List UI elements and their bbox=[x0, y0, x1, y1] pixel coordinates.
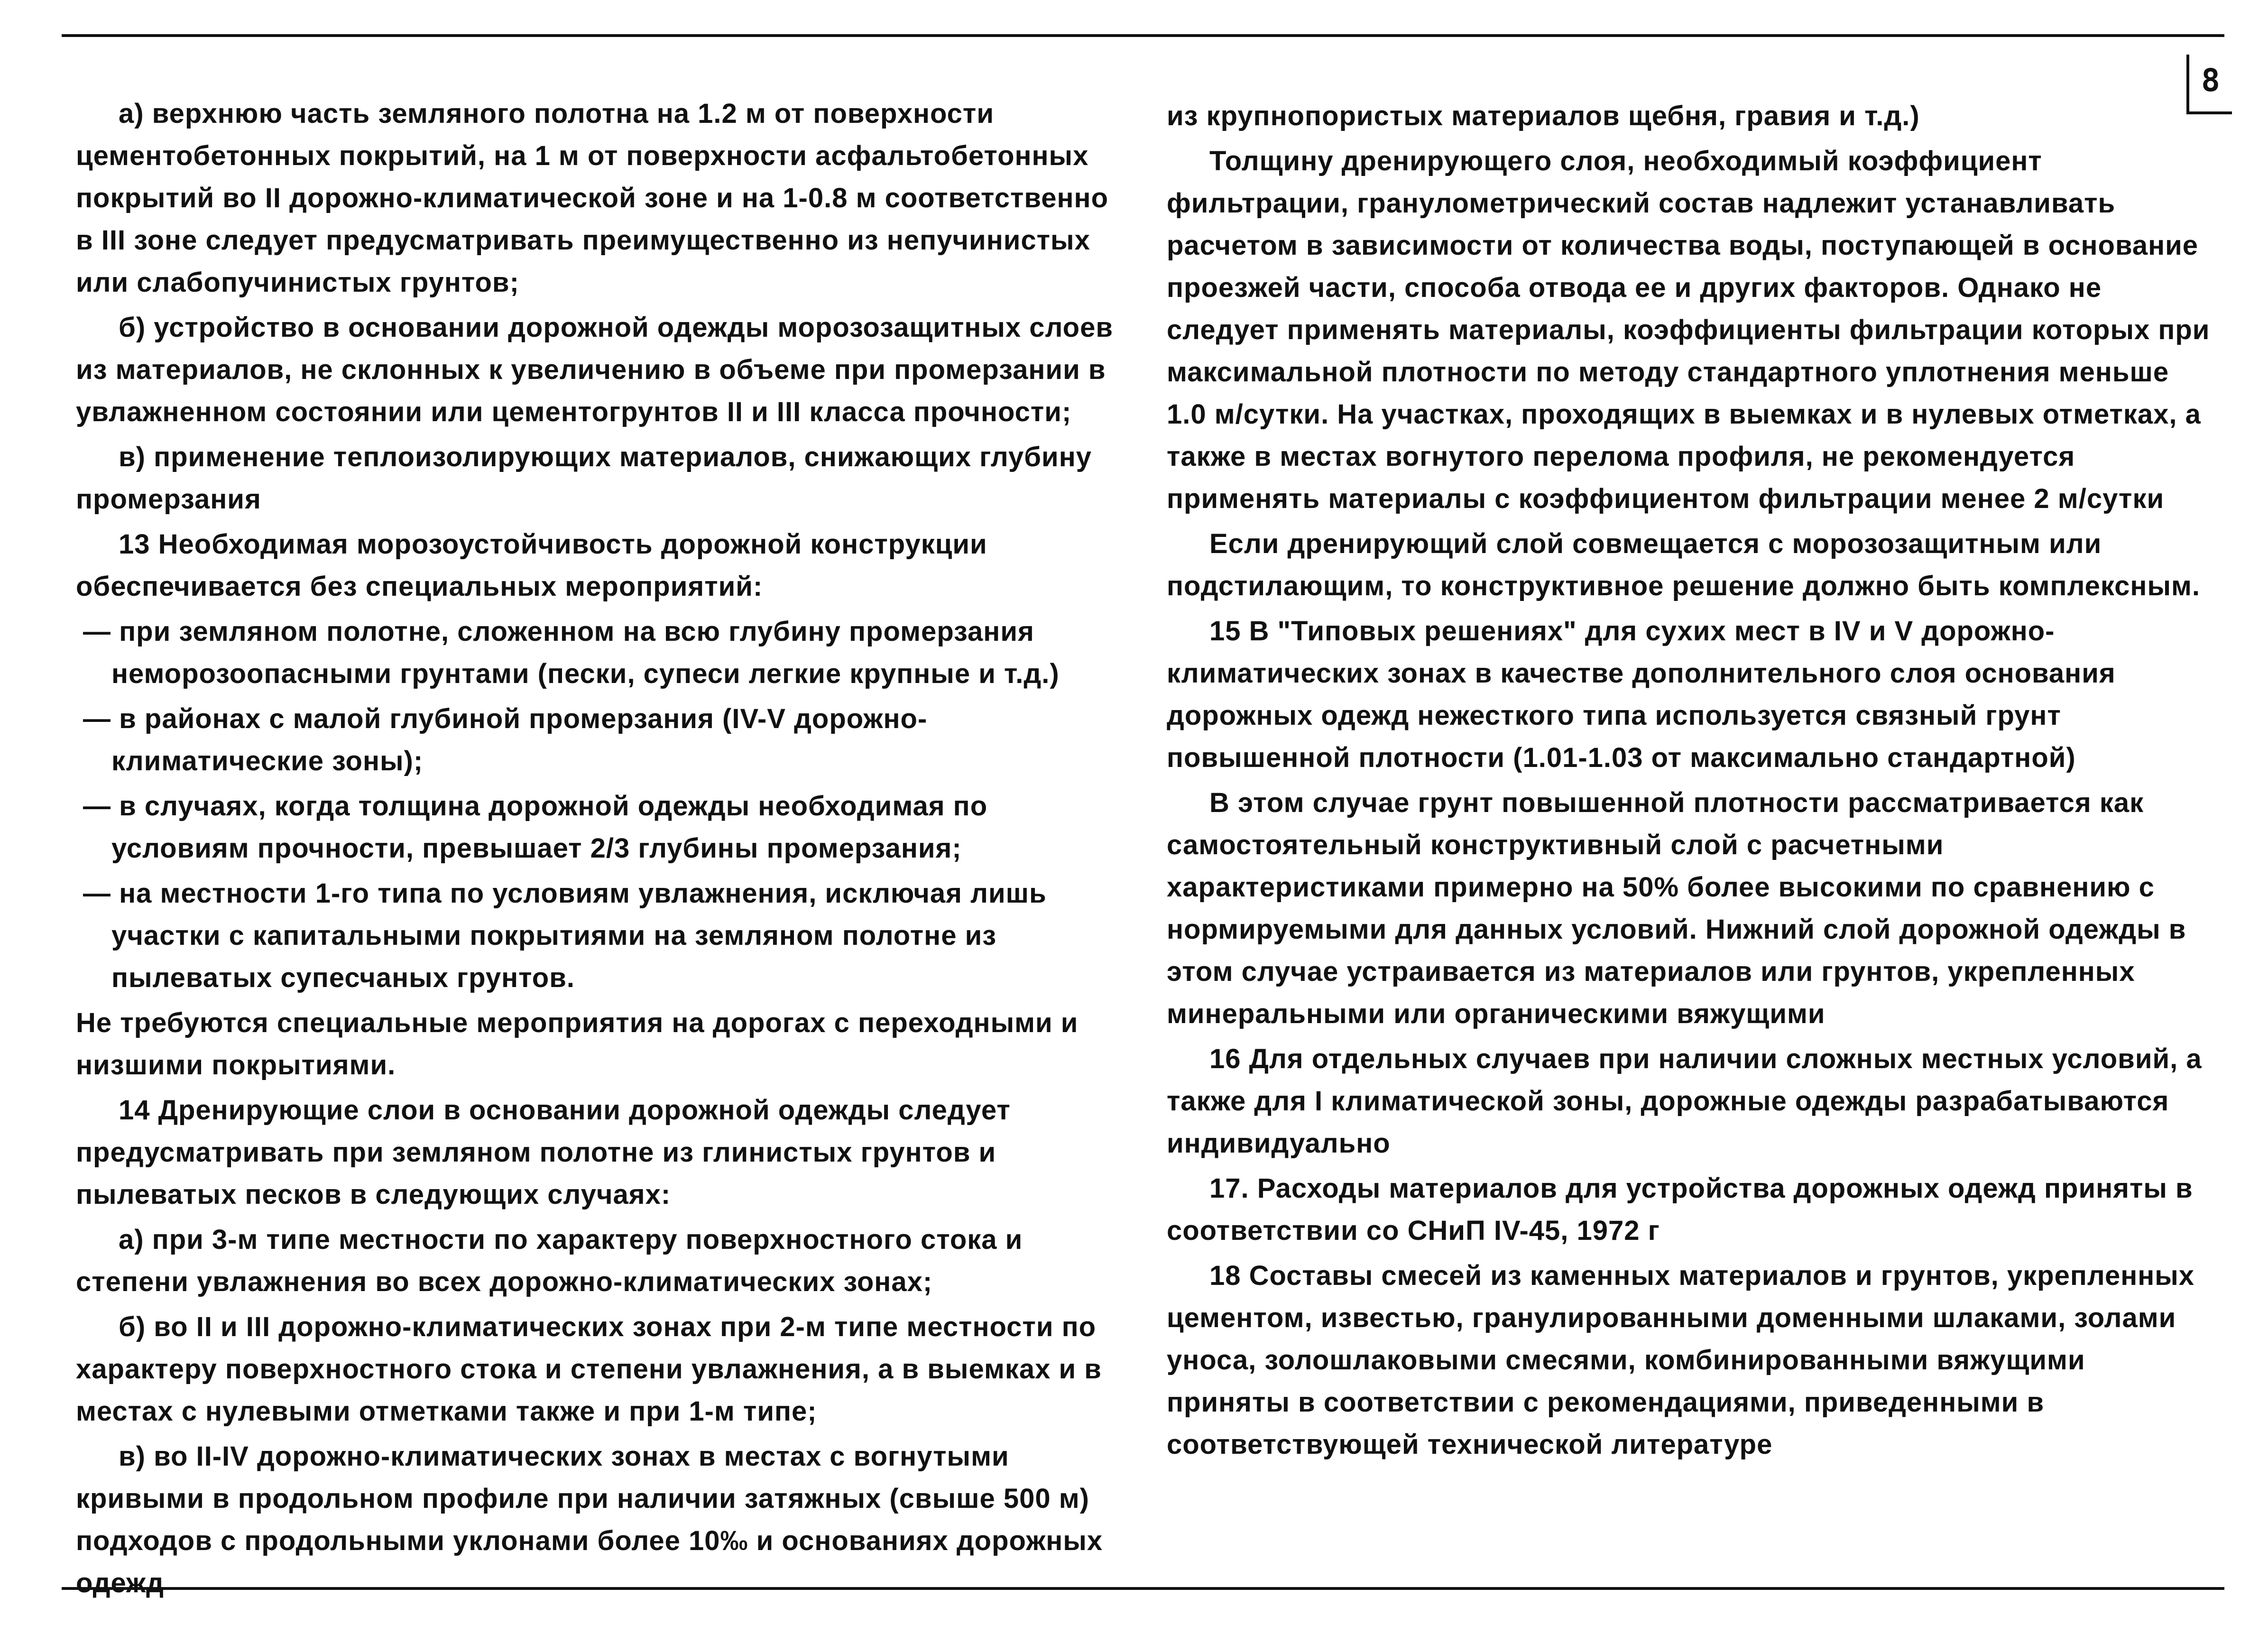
list-item: — в районах с малой глубиной промерзания (IV-V дорожно-климатические зоны); bbox=[83, 703, 928, 776]
bottom-rule bbox=[62, 1587, 2224, 1590]
paragraph: а) при 3-м типе местности по характеру поверхностного стока и степени увлажнения во всех дорожно-климатических зонах; bbox=[76, 1224, 1023, 1297]
list-item: — в случаях, когда толщина дорожной одежды необходимая по условиям прочности, превышает 2/3 глубины промерзания; bbox=[83, 791, 988, 864]
paragraph: 13 Необходимая морозоустойчивость дорожной конструкции обеспечивается без специальных мероприятий: bbox=[76, 529, 987, 602]
paragraph: 18 Составы смесей из каменных материалов и грунтов, укрепленных цементом, известью, гранулированными доменными шлаками, золами уноса, золошлаковыми смесями, комбинированными вяжущими приняты в соответствии с рекомендациями, приведенными в соответствующей технической литературе bbox=[1167, 1260, 2195, 1460]
list-item: — при земляном полотне, сложенном на всю глубину промерзания неморозоопасными грунтами (пески, супеси легкие крупные и т.д.) bbox=[83, 616, 1060, 689]
paragraph: б) устройство в основании дорожной одежды морозозащитных слоев из материалов, не склонных к увеличению в объеме при промерзании в увлажненном состоянии или цементогрунтов II и III класса прочности; bbox=[76, 312, 1113, 427]
paragraph: В этом случае грунт повышенной плотности рассматривается как самостоятельный конструктивный слой с расчетными характеристиками примерно на 50% более высокими по сравнению с нормируемыми для данных условий. Нижний слой дорожной одежды в этом случае устраивается из материалов или грунтов, укрепленных минеральными или органическими вяжущими bbox=[1167, 787, 2186, 1029]
paragraph: Если дренирующий слой совмещается с морозозащитным или подстилающим, то конструктивное решение должно быть комплексным. bbox=[1167, 528, 2201, 601]
paragraph: Не требуются специальные мероприятия на дорогах с переходными и низшими покрытиями. bbox=[76, 1007, 1079, 1080]
paragraph: Толщину дренирующего слоя, необходимый коэффициент фильтрации, гранулометрический состав надлежит устанавливать расчетом в зависимости от количества воды, поступающей в основание проезжей части, способа отвода ее и других факторов. Однако не следует применять материалы, коэффициенты фильтрации которых при максимальной плотности по методу стандартного уплотнения меньше 1.0 м/сутки. На участках, проходящих в выемках и в нулевых отметках, а также в местах вогнутого перелома профиля, не рекомендуется применять материалы с коэффициентом фильтрации менее 2 м/сутки bbox=[1167, 146, 2210, 514]
paragraph: б) во II и III дорожно-климатических зонах при 2-м типе местности по характеру поверхностного стока и степени увлажнения, а в выемках и в местах с нулевыми отметками также и при 1-м типе; bbox=[76, 1311, 1102, 1427]
left-column bbox=[76, 92, 1119, 1607]
paragraph: в) применение теплоизолирующих материалов, снижающих глубину промерзания bbox=[76, 442, 1092, 515]
list-item: — на местности 1-го типа по условиям увлажнения, исключая лишь участки с капитальными покрытиями на земляном полотне из пылеватых супесчаных грунтов. bbox=[83, 878, 1047, 993]
paragraph: в) во II-IV дорожно-климатических зонах в местах с вогнутыми кривыми в продольном профиле при наличии затяжных (свыше 500 м) подходов с продольными уклонами более 10‰ и основаниях дорожных одежд bbox=[76, 1441, 1103, 1598]
page-number: 8 bbox=[2186, 55, 2232, 114]
right-column bbox=[1167, 95, 2210, 1468]
top-rule bbox=[62, 34, 2224, 37]
paragraph: 14 Дренирующие слои в основании дорожной одежды следует предусматривать при земляном полотне из глинистых грунтов и пылеватых песков в следующих случаях: bbox=[76, 1095, 1011, 1210]
paragraph: из крупнопористых материалов щебня, гравия и т.д.) bbox=[1167, 101, 1920, 131]
paragraph: а) верхнюю часть земляного полотна на 1.2 м от поверхности цементобетонных покрытий, на 1 м от поверхности асфальтобетонных покрытий во II дорожно-климатической зоне и на 1-0.8 м соответственно в III зоне следует предусматривать преимущественно из непучинистых или слабопучинистых грунтов; bbox=[76, 98, 1108, 298]
paragraph: 17. Расходы материалов для устройства дорожных одежд приняты в соответствии со СНиП IV-45, 1972 г bbox=[1167, 1173, 2193, 1246]
paragraph: 15 В "Типовых решениях" для сухих мест в IV и V дорожно-климатических зонах в качестве дополнительного слоя основания дорожных одежд нежесткого типа используется связный грунт повышенной плотности (1.01-1.03 от максимально стандартной) bbox=[1167, 616, 2116, 773]
paragraph: 16 Для отдельных случаев при наличии сложных местных условий, а также для I климатической зоны, дорожные одежды разрабатываются индивидуально bbox=[1167, 1043, 2202, 1159]
